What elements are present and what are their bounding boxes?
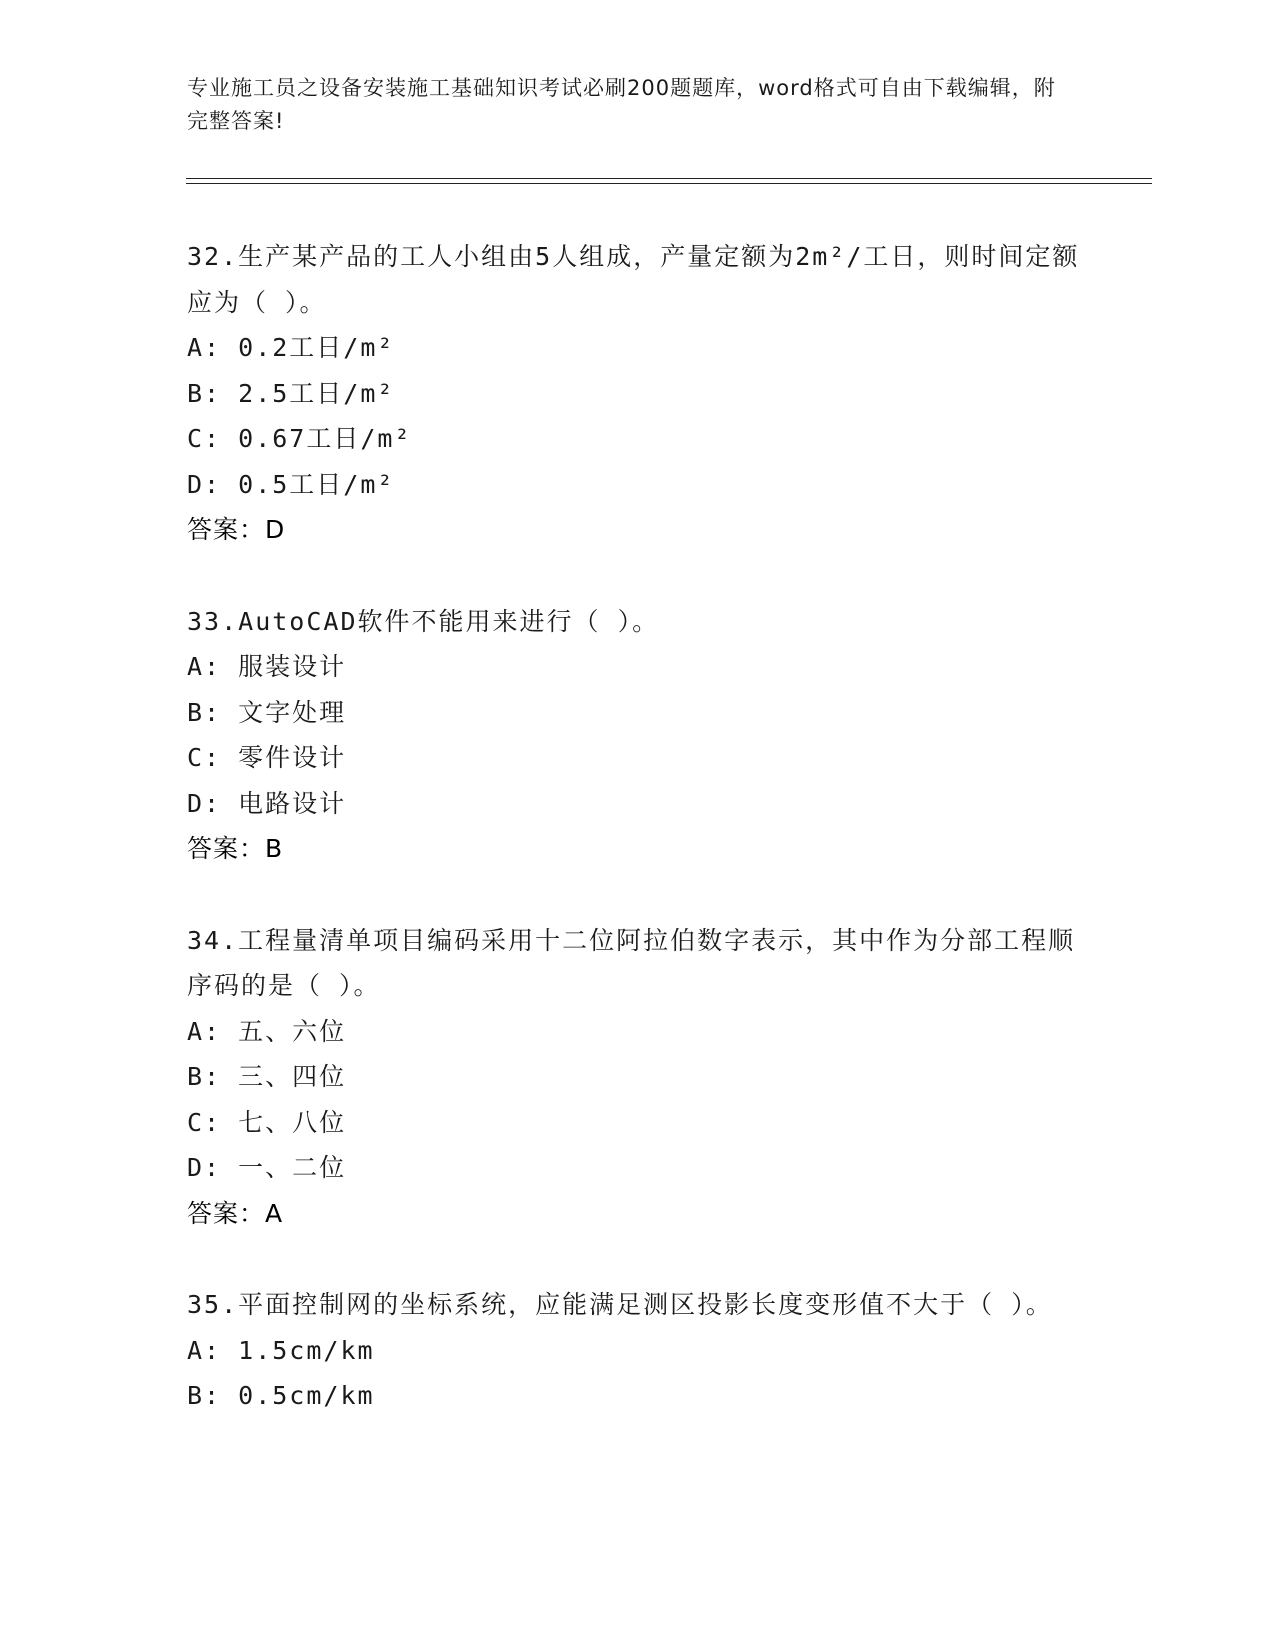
option-d: D: 一、二位	[187, 1153, 347, 1182]
option-d: D: 0.5工日/m²	[187, 469, 395, 499]
answer: 答案：D	[187, 515, 286, 544]
question-stem: 34.工程量清单项目编码采用十二位阿拉伯数字表示，其中作为分部工程顺序码的是（ ）。	[187, 925, 1076, 1000]
option-d: D: 电路设计	[187, 788, 347, 818]
option-a: A: 1.5cm/km	[187, 1335, 375, 1365]
option-c: C: 七、八位	[187, 1107, 347, 1137]
question-stem: 32.生产某产品的工人小组由5人组成，产量定额为2m²/工日，则时间定额应为（ ）。	[187, 242, 1080, 317]
header-divider-top	[186, 178, 1152, 179]
option-c: C: 零件设计	[187, 743, 347, 772]
document-header: 专业施工员之设备安装施工基础知识考试必刷200题题库，word格式可自由下载编辑，附完整答案!	[187, 76, 1056, 133]
question-stem: 35.平面控制网的坐标系统，应能满足测区投影长度变形值不大于（ ）。	[187, 1290, 1053, 1319]
option-c: C: 0.67工日/m²	[187, 424, 412, 453]
option-b: B: 文字处理	[187, 697, 347, 727]
option-a: A: 服装设计	[187, 652, 347, 681]
question-list	[187, 234, 1087, 1465]
option-a: A: 五、六位	[187, 1016, 347, 1046]
option-b: B: 0.5cm/km	[187, 1381, 375, 1410]
question-35	[187, 1282, 1087, 1419]
option-a: A: 0.2工日/m²	[187, 333, 395, 362]
question-32	[187, 234, 1087, 553]
answer: 答案：A	[187, 1198, 284, 1228]
answer: 答案：B	[187, 834, 284, 863]
option-b: B: 2.5工日/m²	[187, 378, 395, 408]
question-34	[187, 918, 1087, 1237]
question-33	[187, 599, 1087, 872]
header-divider-bottom	[186, 183, 1152, 184]
option-b: B: 三、四位	[187, 1062, 347, 1091]
question-stem: 33.AutoCAD软件不能用来进行（ ）。	[187, 606, 660, 636]
